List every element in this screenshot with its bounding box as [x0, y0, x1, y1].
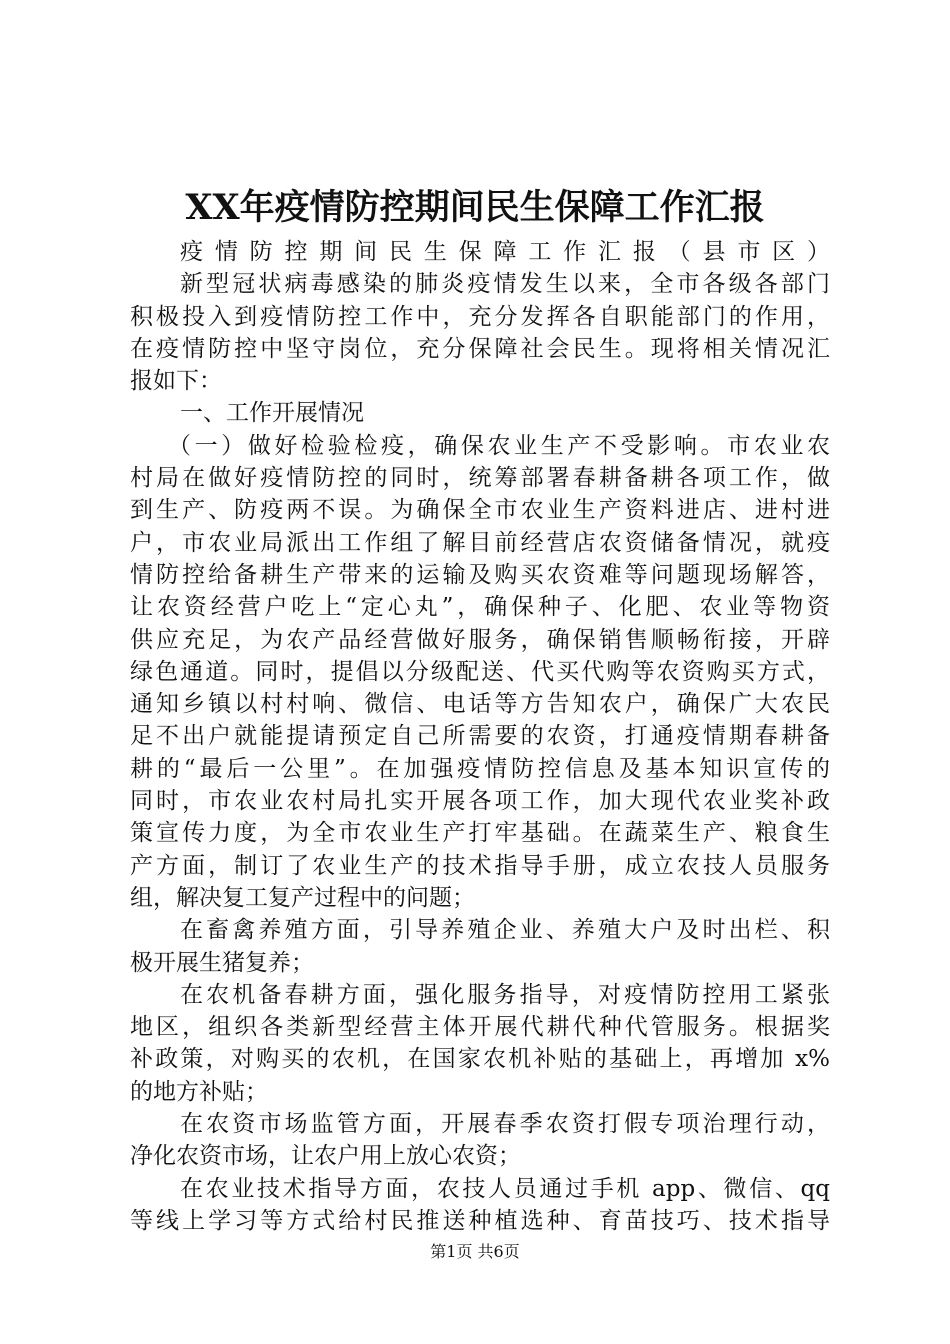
paragraph-line: 的地方补贴；	[130, 1078, 268, 1105]
paragraph-line: 足不出户就能提请预定自己所需要的农资，打通疫情期春耕备	[130, 723, 830, 750]
paragraph-line: 新型冠状病毒感染的肺炎疫情发生以来，全市各级各部门	[180, 271, 830, 298]
paragraph-line: 产方面，制订了农业生产的技术指导手册，成立农技人员服务	[130, 852, 830, 879]
paragraph-line: 在疫情防控中坚守岗位，充分保障社会民生。现将相关情况汇	[130, 335, 830, 362]
paragraph-line: 耕的“最后一公里”。在加强疫情防控信息及基本知识宣传的	[130, 755, 830, 782]
document-body	[130, 236, 830, 1237]
paragraph-line: 补政策，对购买的农机，在国家农机补贴的基础上，再增加 x%	[130, 1046, 830, 1073]
document-title: XX年疫情防控期间民生保障工作汇报	[185, 187, 765, 228]
paragraph-line: 极开展生猪复养；	[130, 949, 314, 976]
subtitle-line: 疫情防控期间民生保障工作汇报（县市区）	[180, 239, 830, 265]
paragraph-line: 绿色通道。同时，提倡以分级配送、代买代购等农资购买方式，	[130, 658, 830, 685]
paragraph-line: 在农业技术指导方面，农技人员通过手机 app、微信、qq	[180, 1175, 830, 1202]
paragraph-line: 到生产、防疫两不误。为确保全市农业生产资料进店、进村进	[130, 497, 830, 524]
section-heading: 一、工作开展情况	[180, 400, 364, 427]
paragraph-line: 供应充足，为农产品经营做好服务，确保销售顺畅衔接，开辟	[130, 626, 830, 653]
paragraph-line: 情防控给备耕生产带来的运输及购买农资难等问题现场解答，	[130, 561, 830, 588]
paragraph-line: 村局在做好疫情防控的同时，统筹部署春耕备耕各项工作，做	[130, 465, 830, 492]
paragraph-line: 在农资市场监管方面，开展春季农资打假专项治理行动，	[180, 1111, 830, 1138]
page-footer: 第1页 共6页	[430, 1242, 520, 1261]
paragraph-line: （一）做好检验检疫，确保农业生产不受影响。市农业农	[168, 432, 830, 459]
paragraph-line: 在畜禽养殖方面，引导养殖企业、养殖大户及时出栏、积	[180, 917, 830, 944]
paragraph-line: 净化农资市场，让农户用上放心农资；	[130, 1143, 521, 1170]
paragraph-line: 地区，组织各类新型经营主体开展代耕代种代管服务。根据奖	[130, 1014, 830, 1041]
paragraph-line: 同时，市农业农村局扎实开展各项工作，加大现代农业奖补政	[130, 788, 830, 815]
paragraph-line: 积极投入到疫情防控工作中，充分发挥各自职能部门的作用，	[130, 303, 830, 330]
paragraph-line: 通知乡镇以村村响、微信、电话等方告知农户，确保广大农民	[130, 691, 830, 718]
paragraph-line: 让农资经营户吃上“定心丸”，确保种子、化肥、农业等物资	[130, 594, 830, 621]
paragraph-line: 在农机备春耕方面，强化服务指导，对疫情防控用工紧张	[180, 981, 830, 1008]
paragraph-line: 户，市农业局派出工作组了解目前经营店农资储备情况，就疫	[130, 529, 830, 556]
paragraph-line: 组，解决复工复产过程中的问题；	[130, 884, 475, 911]
paragraph-line: 等线上学习等方式给村民推送种植选种、育苗技巧、技术指导	[130, 1207, 830, 1234]
paragraph-line: 报如下：	[130, 368, 222, 395]
paragraph-line: 策宣传力度，为全市农业生产打牢基础。在蔬菜生产、粮食生	[130, 820, 830, 847]
